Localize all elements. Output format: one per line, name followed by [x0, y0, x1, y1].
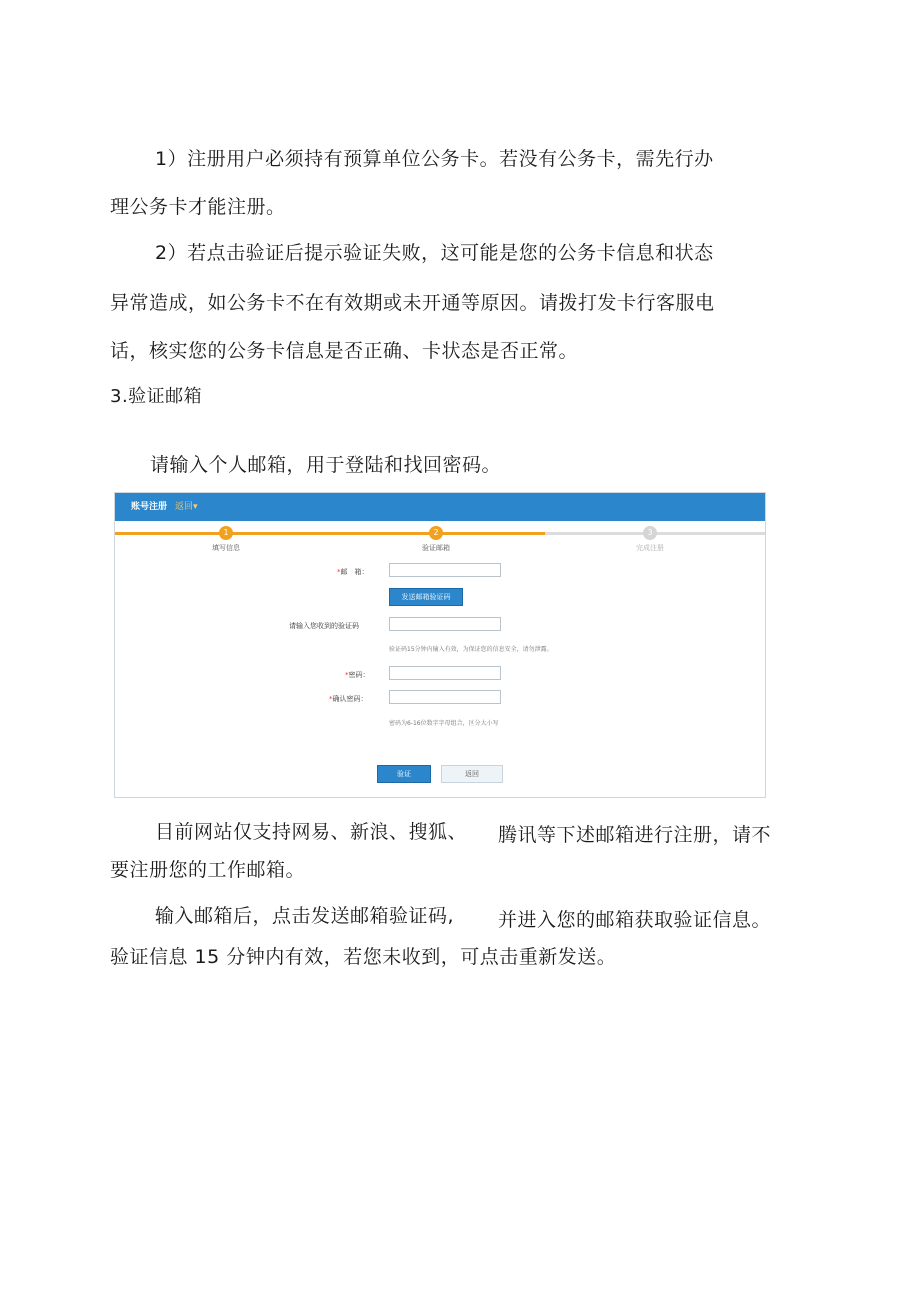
section-heading: 3.验证邮箱 [110, 386, 203, 407]
para2-line1: 2）若点击验证后提示验证失败，这可能是您的公务卡信息和状态 [155, 242, 714, 264]
para2-line3: 话，核实您的公务卡信息是否正确、卡状态是否正常。 [110, 340, 579, 362]
step-2-dot: 2 [429, 526, 443, 540]
step-2-label: 验证邮箱 [422, 544, 450, 552]
para3-line1a: 目前网站仅支持网易、新浪、搜狐、 [155, 821, 468, 843]
para2-line2: 异常造成，如公务卡不在有效期或未开通等原因。请拨打发卡行客服电 [110, 292, 715, 314]
email-label: *邮 箱： [337, 568, 369, 576]
back-button[interactable]: 返回 [441, 765, 503, 783]
step-3-label: 完成注册 [636, 544, 664, 552]
code-input[interactable] [389, 617, 501, 631]
confirm-password-input[interactable] [389, 690, 501, 704]
code-label: 请输入您收到的验证码 [289, 622, 359, 630]
password-input[interactable] [389, 666, 501, 680]
para3-line2: 要注册您的工作邮箱。 [110, 859, 306, 881]
code-hint: 验证码15分钟内输入有效，为保证您的信息安全，请勿泄露。 [389, 646, 553, 653]
para1-line1: 1）注册用户必须持有预算单位公务卡。若没有公务卡，需先行办 [155, 148, 714, 170]
password-hint: 密码为6-16位数字字母组合，区分大小写 [389, 720, 499, 727]
step-3-dot: 3 [643, 526, 657, 540]
para4-line1a: 输入邮箱后，点击发送邮箱验证码, [155, 905, 455, 927]
para4-line1b: 并进入您的邮箱获取验证信息。 [498, 909, 772, 931]
send-code-button[interactable]: 发送邮箱验证码 [389, 588, 463, 606]
para1-line2: 理公务卡才能注册。 [110, 196, 286, 218]
para4-line2: 验证信息 15 分钟内有效，若您未收到，可点击重新发送。 [110, 946, 617, 968]
progress-steps [115, 523, 765, 557]
intro-text: 请输入个人邮箱，用于登陆和找回密码。 [150, 454, 502, 476]
header-back-link[interactable]: 返回▾ [175, 502, 198, 512]
verify-button[interactable]: 验证 [377, 765, 431, 783]
para3-line1b: 腾讯等下述邮箱进行注册，请不 [498, 824, 772, 846]
header-title: 账号注册 [131, 502, 168, 512]
step-1-label: 填写信息 [212, 544, 240, 552]
email-input[interactable] [389, 563, 501, 577]
screenshot-header [115, 493, 765, 521]
step-1-dot: 1 [219, 526, 233, 540]
progress-track-active [115, 532, 545, 535]
registration-screenshot [114, 492, 766, 798]
confirm-password-label: *确认密码： [329, 695, 368, 703]
password-label: *密码： [345, 671, 370, 679]
